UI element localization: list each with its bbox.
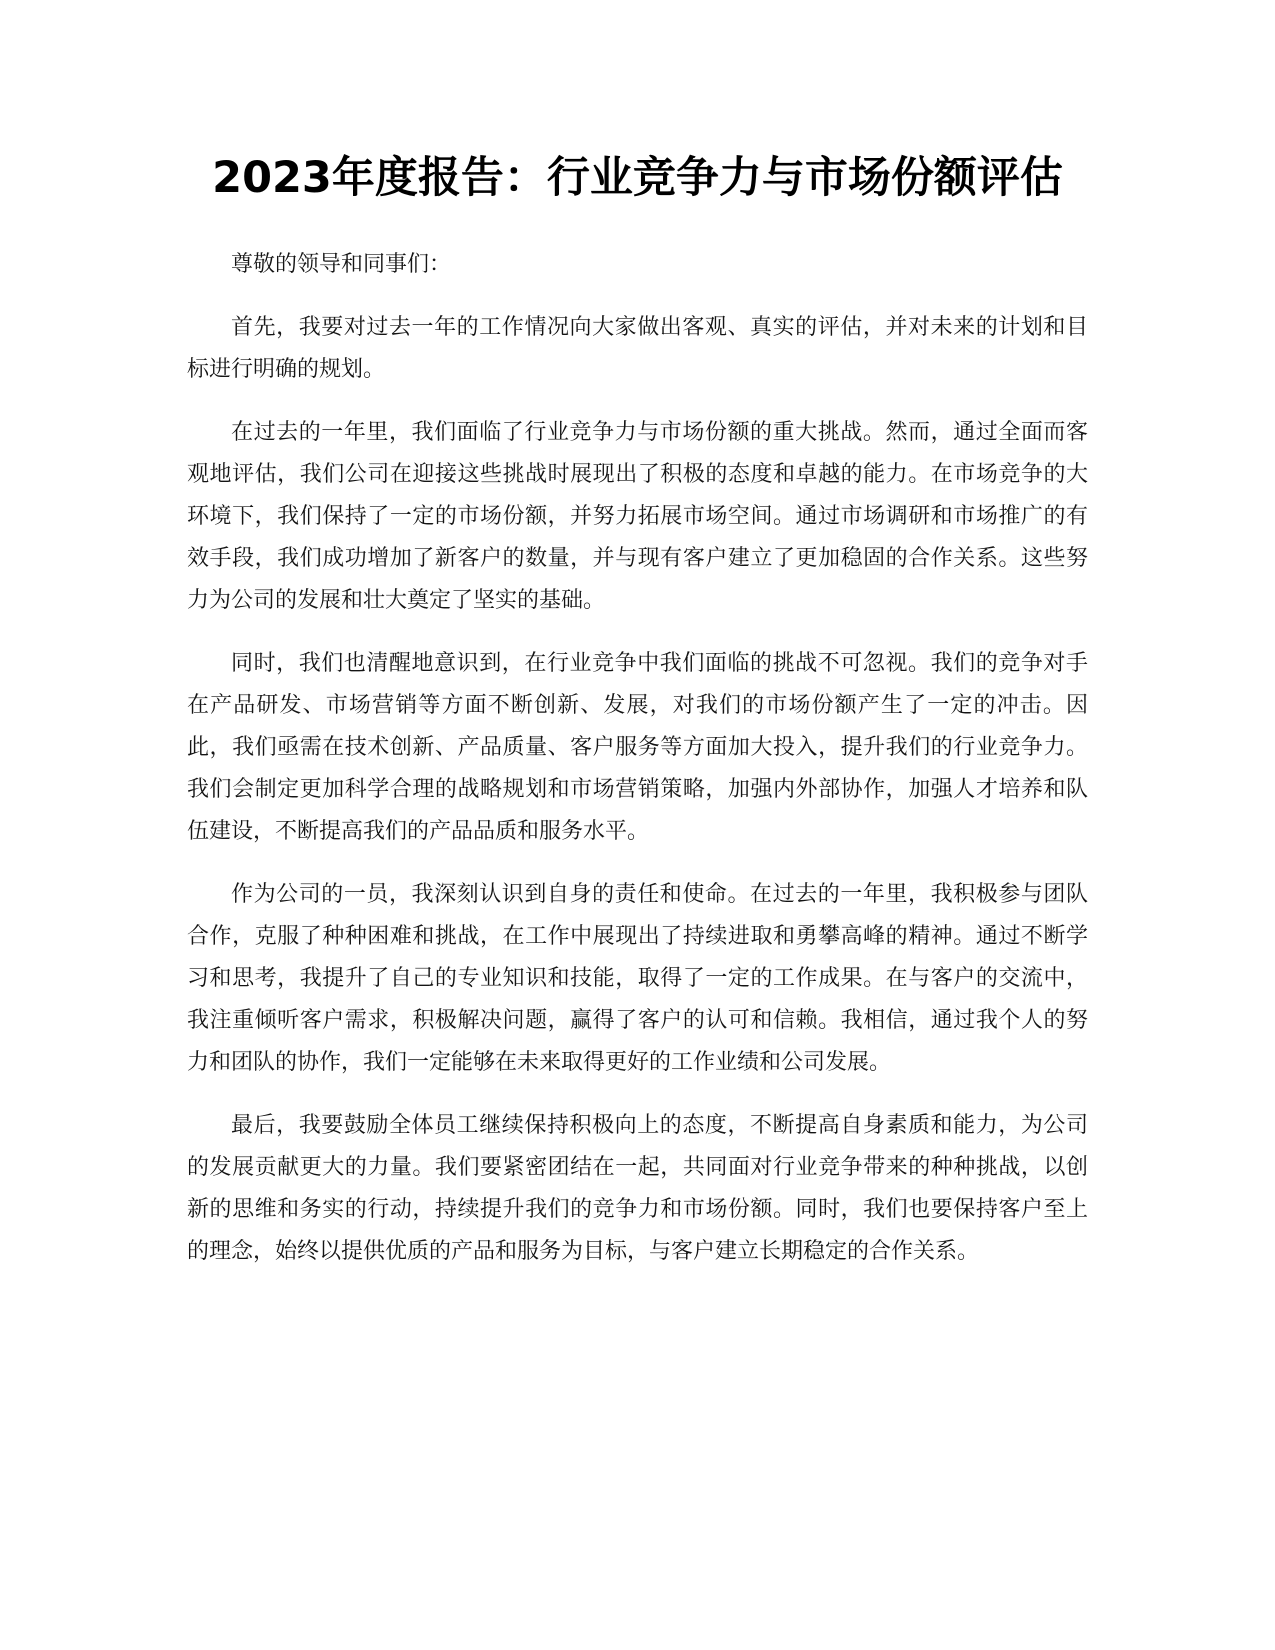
document-body (187, 244, 1088, 1294)
paragraph-challenges: 同时，我们也清醒地意识到，在行业竞争中我们面临的挑战不可忽视。我们的竞争对手在产品研发、市场营销等方面不断创新、发展，对我们的市场份额产生了一定的冲击。因此，我们亟需在技术创新、产品质量、客户服务等方面加大投入，提升我们的行业竞争力。我们会制定更加科学合理的战略规划和市场营销策略，加强内外部协作，加强人才培养和队伍建设，不断提高我们的产品品质和服务水平。 (187, 651, 1088, 844)
paragraph-past-year: 在过去的一年里，我们面临了行业竞争力与市场份额的重大挑战。然而，通过全面而客观地评估，我们公司在迎接这些挑战时展现出了积极的态度和卓越的能力。在市场竞争的大环境下，我们保持了一定的市场份额，并努力拓展市场空间。通过市场调研和市场推广的有效手段，我们成功增加了新客户的数量，并与现有客户建立了更加稳固的合作关系。这些努力为公司的发展和壮大奠定了坚实的基础。 (187, 420, 1088, 613)
document-title: 2023年度报告：行业竞争力与市场份额评估 (212, 153, 1063, 203)
paragraph-salutation: 尊敬的领导和同事们： (231, 252, 452, 277)
paragraph-personal: 作为公司的一员，我深刻认识到自身的责任和使命。在过去的一年里，我积极参与团队合作，克服了种种困难和挑战，在工作中展现出了持续进取和勇攀高峰的精神。通过不断学习和思考，我提升了自己的专业知识和技能，取得了一定的工作成果。在与客户的交流中，我注重倾听客户需求，积极解决问题，赢得了客户的认可和信赖。我相信，通过我个人的努力和团队的协作，我们一定能够在未来取得更好的工作业绩和公司发展。 (187, 882, 1088, 1075)
paragraph-closing: 最后，我要鼓励全体员工继续保持积极向上的态度，不断提高自身素质和能力，为公司的发展贡献更大的力量。我们要紧密团结在一起，共同面对行业竞争带来的种种挑战，以创新的思维和务实的行动，持续提升我们的竞争力和市场份额。同时，我们也要保持客户至上的理念，始终以提供优质的产品和服务为目标，与客户建立长期稳定的合作关系。 (187, 1113, 1088, 1264)
paragraph-intro: 首先，我要对过去一年的工作情况向大家做出客观、真实的评估，并对未来的计划和目标进行明确的规划。 (187, 315, 1088, 382)
